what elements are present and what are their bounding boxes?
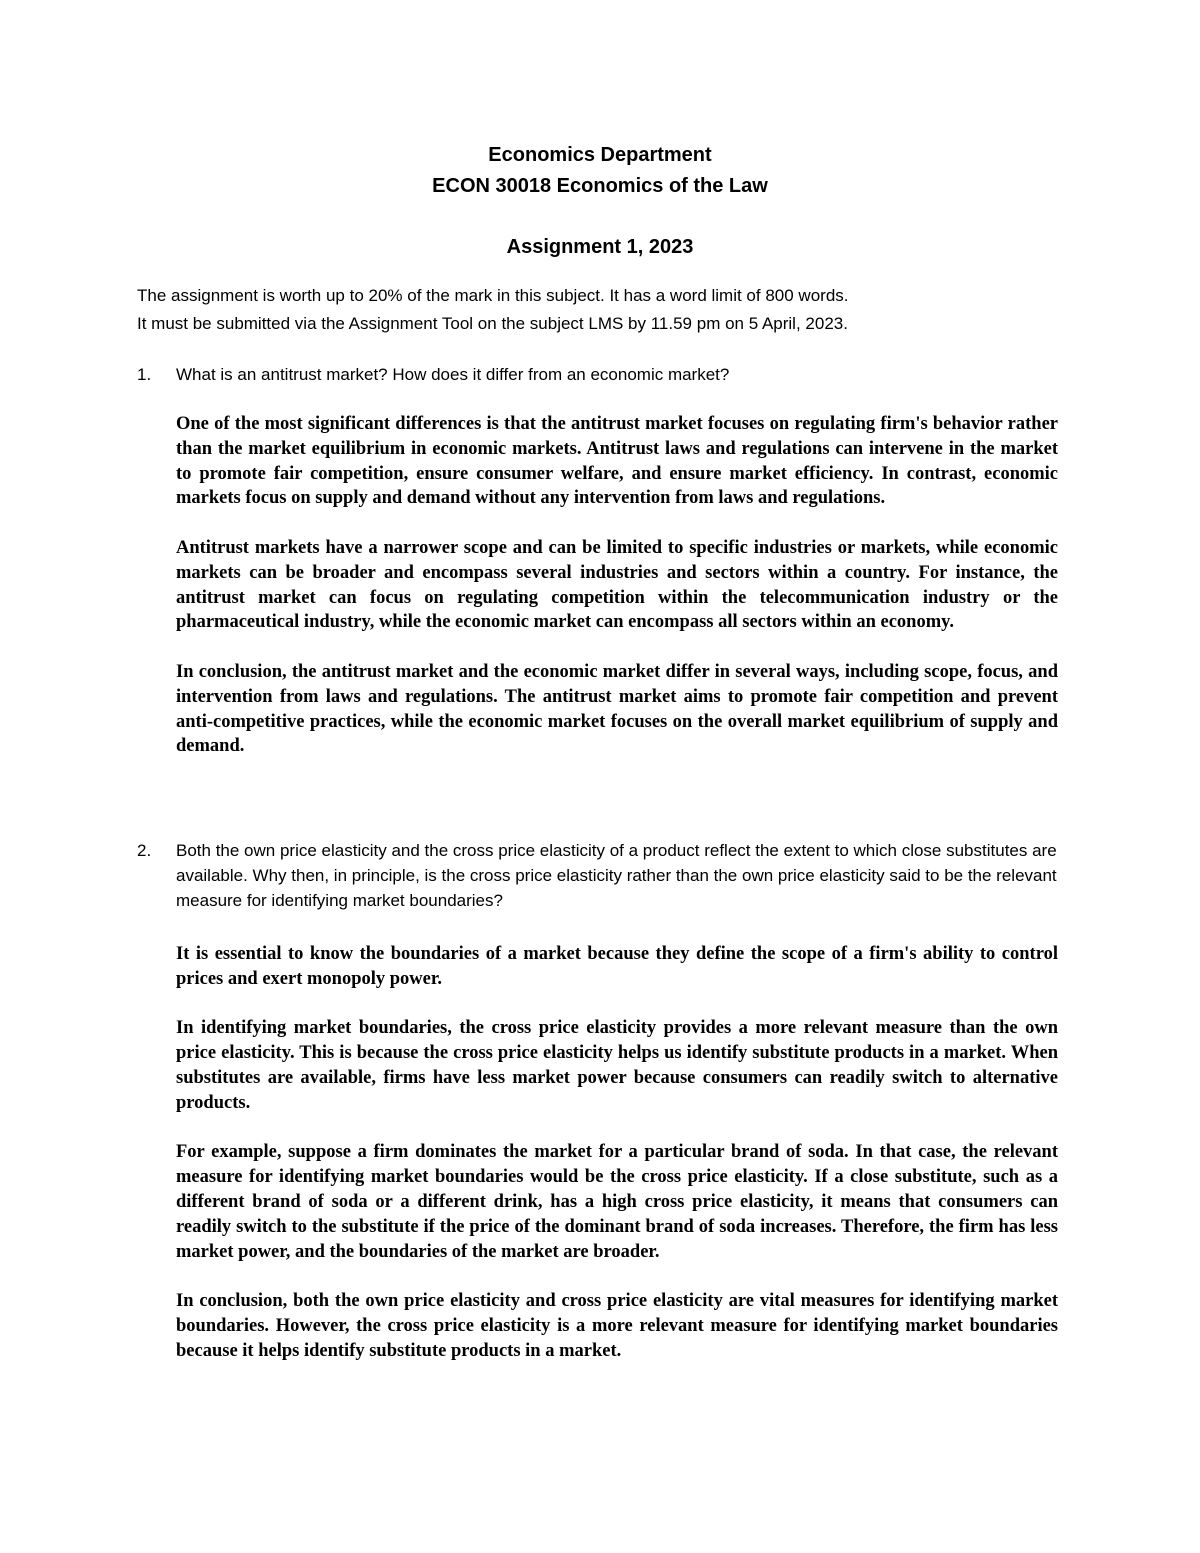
answer-paragraph: In conclusion, the antitrust market and the economic market differ in several ways, including scope, focus, and intervention from laws and regulations. The antitrust market aims to promote fair competition and prevent anti-competitive practices, while the economic market focuses on the overall market equilibrium of supply and demand. xyxy=(176,661,1058,757)
question-1 xyxy=(137,362,1062,387)
answer-1 xyxy=(176,412,1058,759)
instructions-line-2: It must be submitted via the Assignment Tool on the subject LMS by 11.59 pm on 5 April, 2023. xyxy=(137,314,848,333)
department-title: Economics Department xyxy=(488,144,712,166)
answer-paragraph: It is essential to know the boundaries of a market because they define the scope of a firm's ability to control prices and exert monopoly power. xyxy=(176,944,1058,989)
question-number: 1. xyxy=(137,365,152,384)
document-header xyxy=(0,140,1200,263)
answer-paragraph: In conclusion, both the own price elasticity and cross price elasticity are vital measures for identifying market boundaries. However, the cross price elasticity is a more relevant measure for identifying market boundaries because it helps identify substitute products in a market. xyxy=(176,1291,1058,1361)
answer-paragraph: In identifying market boundaries, the cross price elasticity provides a more relevant measure than the own price elasticity. This is because the cross price elasticity helps us identify substitute products in a market. When substitutes are available, firms have less market power because consumers can readily switch to alternative products. xyxy=(176,1018,1058,1113)
answer-paragraph: Antitrust markets have a narrower scope and can be limited to specific industries or markets, while economic markets can be broader and encompass several industries and sectors within a country. For instance, the antitrust market can focus on regulating competition within the telecommunication industry or the pharmaceutical industry, while the economic market can encompass all sectors within an economy. xyxy=(176,537,1058,633)
assignment-title: Assignment 1, 2023 xyxy=(506,236,694,258)
answer-2 xyxy=(176,942,1058,1364)
course-title: ECON 30018 Economics of the Law xyxy=(432,175,768,197)
answer-paragraph: For example, suppose a firm dominates the market for a particular brand of soda. In that case, the relevant measure for identifying market boundaries would be the cross price elasticity. If a close substitute, such as a different brand of soda or a different drink, has a high cross price elasticity, it means that consumers can readily switch to the substitute if the price of the dominant brand of soda increases. Therefore, the firm has less market power, and the boundaries of the market are broader. xyxy=(176,1142,1058,1262)
instructions-line-1: The assignment is worth up to 20% of the mark in this subject. It has a word limit of 800 words. xyxy=(137,286,849,305)
answer-paragraph: One of the most significant differences is that the antitrust market focuses on regulating firm's behavior rather than the market equilibrium in economic markets. Antitrust laws and regulations can intervene in the market to promote fair competition, ensure consumer welfare, and ensure market efficiency. In contrast, economic markets focus on supply and demand without any intervention from laws and regulations. xyxy=(176,414,1058,509)
question-text: What is an antitrust market? How does it differ from an economic market? xyxy=(176,365,730,384)
question-2 xyxy=(137,838,1062,913)
question-text: Both the own price elasticity and the cross price elasticity of a product reflect the extent to which close substitutes are available. Why then, in principle, is the cross price elasticity rather than the own price elasticity said to be the relevant measure for identifying market boundaries? xyxy=(176,841,1057,910)
question-number: 2. xyxy=(137,841,152,860)
assignment-instructions xyxy=(137,282,1077,338)
